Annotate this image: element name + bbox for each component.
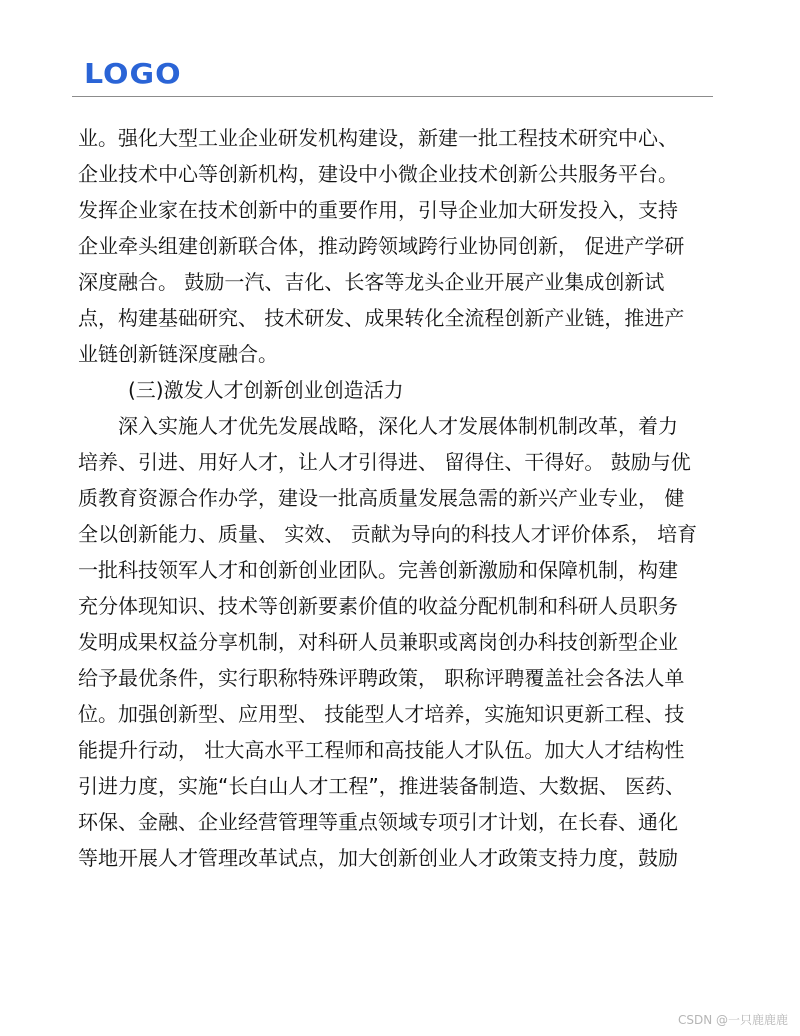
text-line: 给予最优条件，实行职称特殊评聘政策， 职称评聘覆盖社会各法人单: [78, 666, 685, 690]
text-line: 深度融合。 鼓励一汽、吉化、长客等龙头企业开展产业集成创新试: [78, 270, 665, 294]
document-body: [78, 120, 718, 876]
text-line: 点，构建基础研究、 技术研发、成果转化全流程创新产业链，推进产: [78, 306, 685, 330]
text-line: 位。加强创新型、应用型、 技能型人才培养，实施知识更新工程、技: [78, 702, 685, 726]
text-line: 一批科技领军人才和创新创业团队。完善创新激励和保障机制，构建: [78, 558, 678, 582]
watermark: CSDN @一只鹿鹿鹿: [677, 1013, 788, 1027]
text-line: 企业牵头组建创新联合体，推动跨领域跨行业协同创新， 促进产学研: [78, 234, 685, 258]
section-heading: (三)激发人才创新创业创造活力: [128, 378, 404, 402]
text-line: 引进力度，实施“长白山人才工程”，推进装备制造、大数据、 医药、: [78, 774, 686, 798]
text-line: 业链创新链深度融合。: [78, 342, 278, 366]
text-line: 能提升行动， 壮大高水平工程师和高技能人才队伍。加大人才结构性: [78, 738, 685, 762]
text-line: 业。强化大型工业企业研发机构建设，新建一批工程技术研究中心、: [78, 126, 678, 150]
header-divider: [72, 96, 713, 97]
text-line: 等地开展人才管理改革试点，加大创新创业人才政策支持力度，鼓励: [78, 846, 678, 870]
paragraph-first-line: 深入实施人才优先发展战略，深化人才发展体制机制改革，着力: [118, 414, 678, 438]
text-line: 发明成果权益分享机制，对科研人员兼职或离岗创办科技创新型企业: [78, 630, 678, 654]
text-line: 企业技术中心等创新机构，建设中小微企业技术创新公共服务平台。: [78, 162, 678, 186]
text-line: 充分体现知识、技术等创新要素价值的收益分配机制和科研人员职务: [78, 594, 678, 618]
logo: LOGO: [84, 58, 182, 91]
text-line: 培养、引进、用好人才，让人才引得进、 留得住、干得好。 鼓励与优: [78, 450, 691, 474]
text-line: 环保、金融、企业经营管理等重点领域专项引才计划，在长春、通化: [78, 810, 678, 834]
text-line: 全以创新能力、质量、 实效、 贡献为导向的科技人才评价体系， 培育: [78, 522, 698, 546]
text-line: 质教育资源合作办学，建设一批高质量发展急需的新兴产业专业， 健: [78, 486, 685, 510]
text-line: 发挥企业家在技术创新中的重要作用，引导企业加大研发投入，支持: [78, 198, 678, 222]
